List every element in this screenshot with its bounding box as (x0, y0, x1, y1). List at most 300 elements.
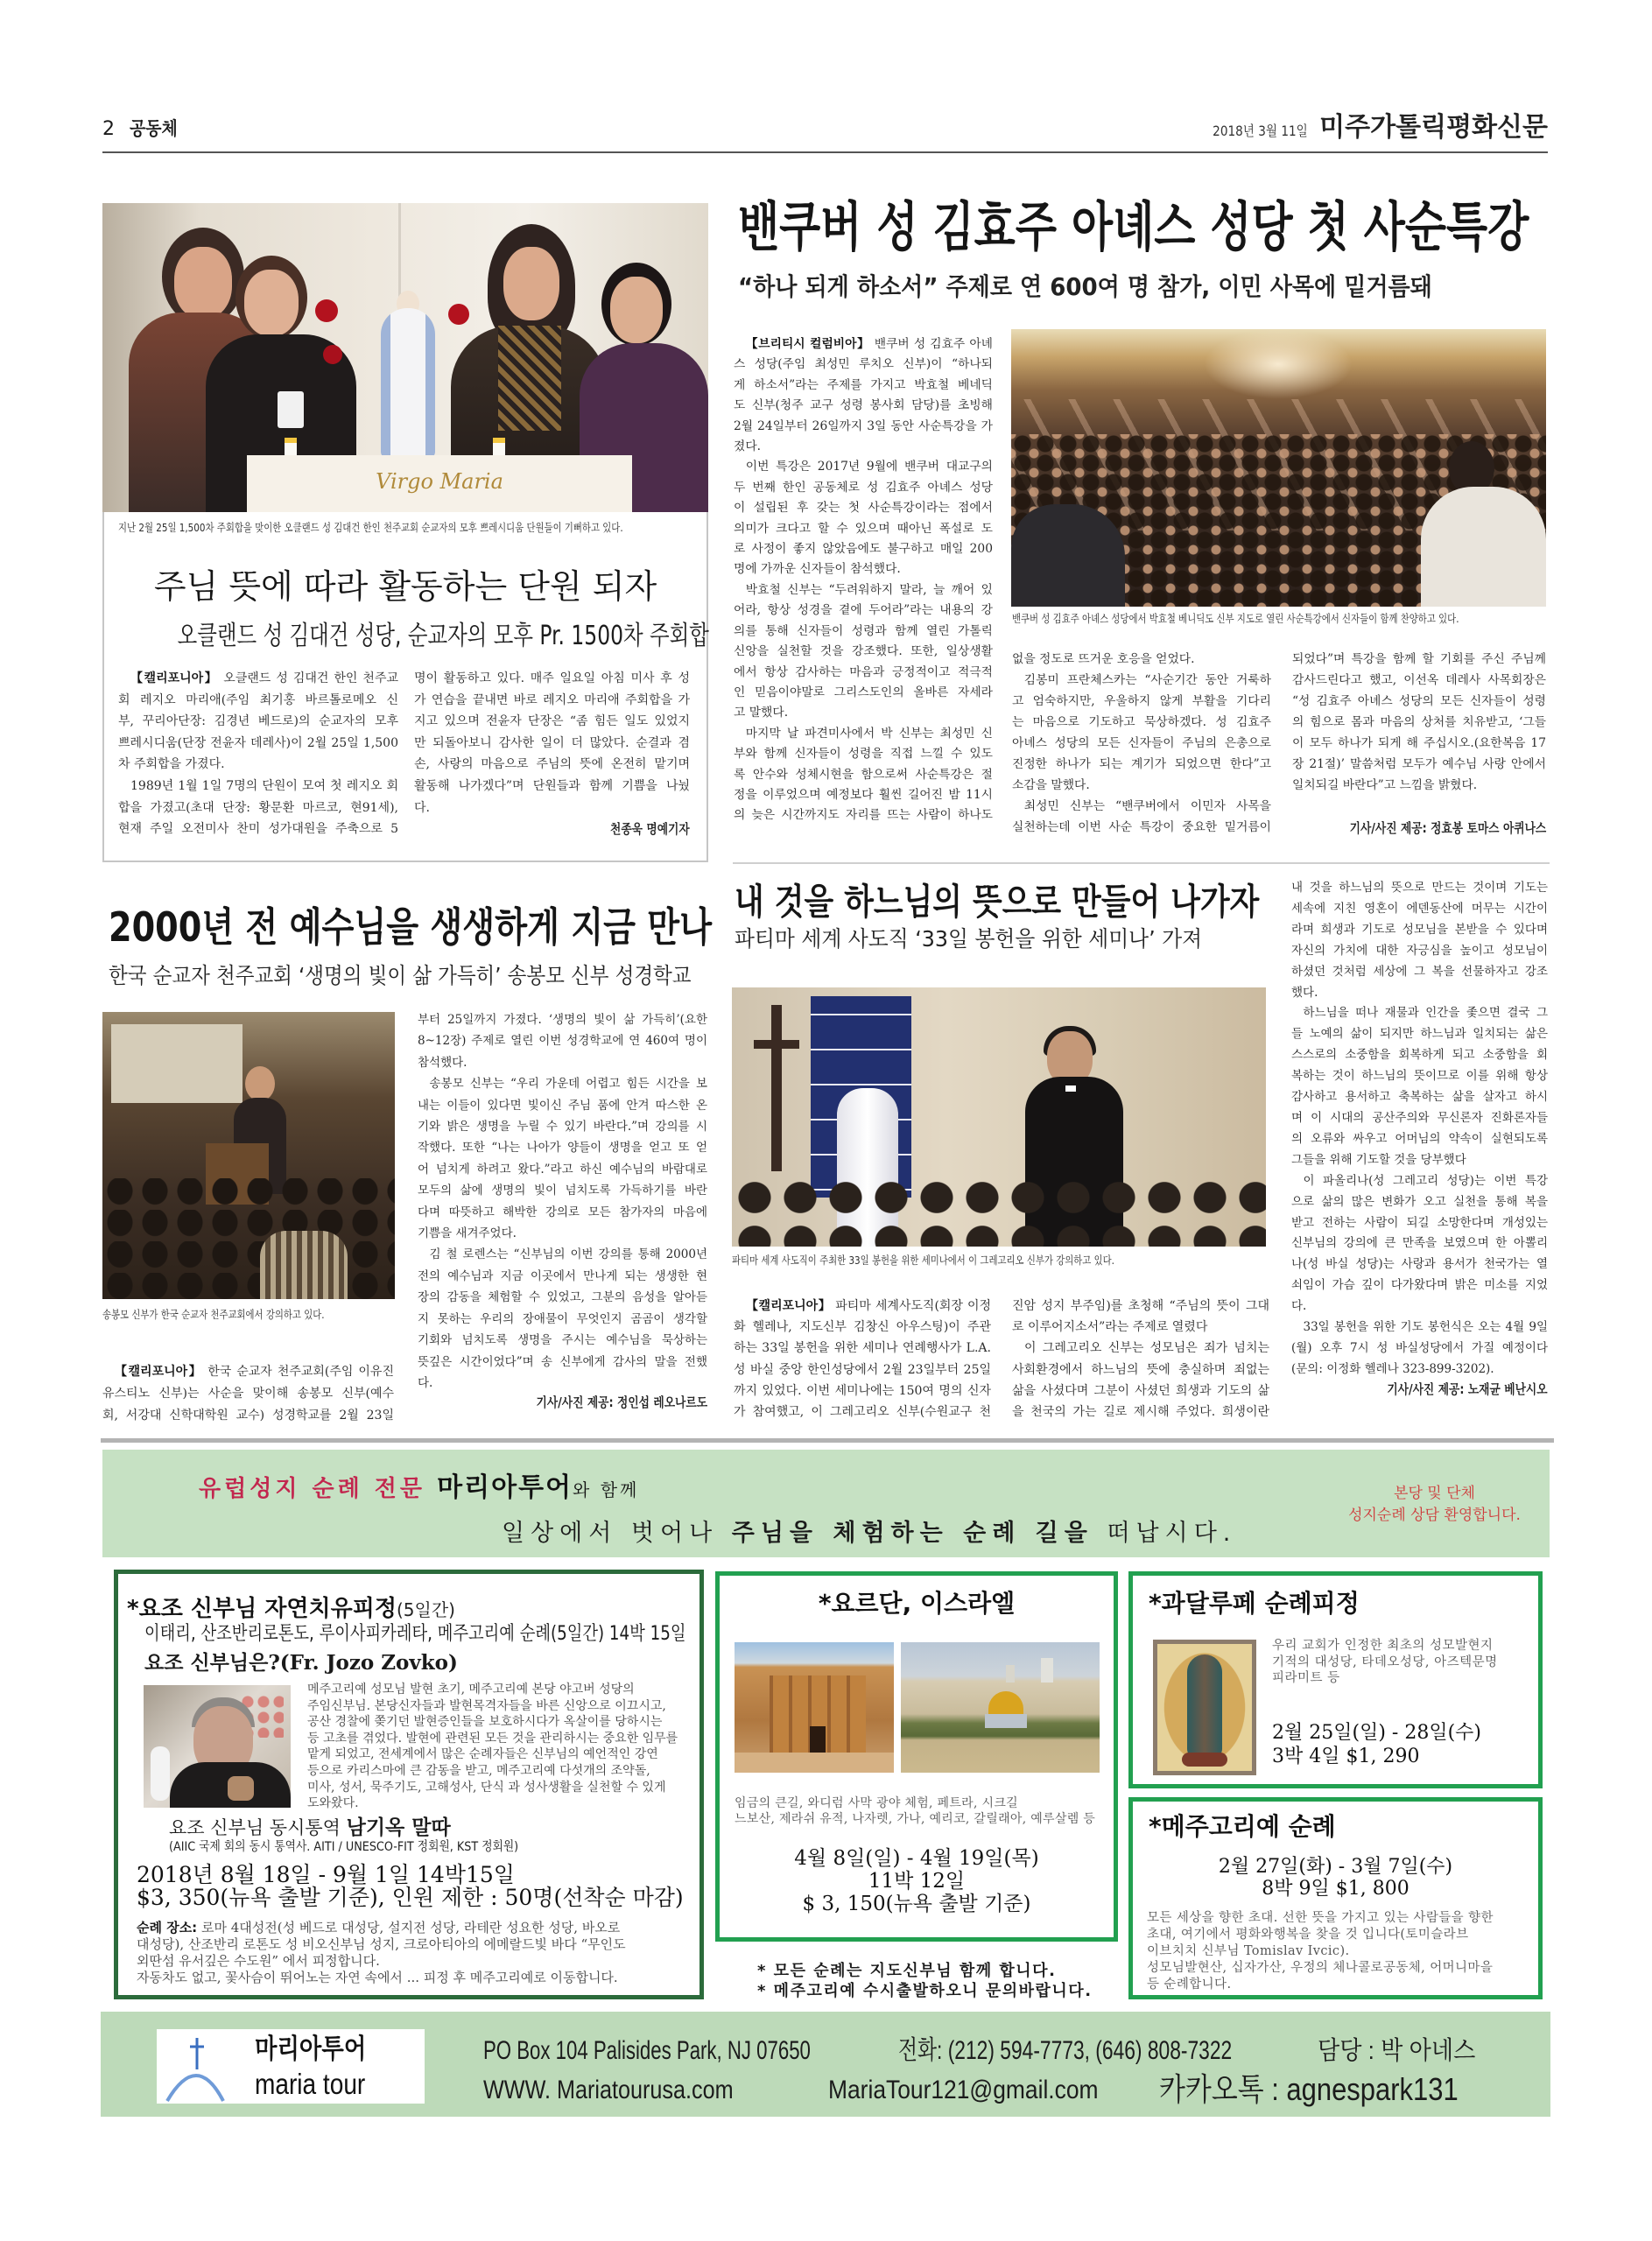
medjugorje-description (1147, 1910, 1494, 1993)
byline-text: 천종욱 명예기자 (610, 821, 690, 837)
jordan-title: *요르단, 이스라엘 (818, 1589, 1016, 1618)
text-line: 차 주회합을 가졌다. (118, 757, 225, 772)
text-line: 사회환경에서 하느님의 뜻에 충실하며 죄없는 (1012, 1362, 1269, 1377)
banner-side-line-2: 성지순례 상담 환영합니다. (1348, 1507, 1521, 1524)
text-line: “성 김효주 아녜스 성당의 모든 신자들이 성령 (1292, 694, 1546, 708)
byline (1292, 818, 1546, 839)
subheadline-container (102, 619, 708, 654)
text-line: 회 레지오 마리애(주임 최기홍 바르톨로메오 신 (118, 692, 398, 707)
photo-detail (102, 1178, 395, 1299)
text-line: 고 말했다. (734, 706, 789, 720)
text-line: 임금의 큰길, 와디럼 사막 광야 체험, 페트라, 시크길 (735, 1796, 1018, 1810)
guadalupe-dates: 2월 25일(일) - 28일(수) (1272, 1722, 1481, 1744)
text-line: 어 넘치게 하려고 왔다.”라고 하신 예수님의 바람대로 (418, 1162, 707, 1177)
article-column (734, 1296, 991, 1423)
article-column (1291, 878, 1548, 1380)
paragraph (734, 580, 993, 724)
paragraph (1291, 878, 1548, 1003)
text-line: 자동차도 없고, 꽃사슴이 뛰어노는 자연 속에서 ... 피정 후 메주고리예로 이동합니다. (137, 1970, 618, 1985)
guadalupe-duration-price: 3박 4일 $1, 290 (1272, 1746, 1420, 1767)
text-line: 주임신부님. 본당신자들과 발현목격자들을 바른 신앙으로 이끄시고, (307, 1698, 666, 1713)
article-column (418, 1009, 707, 1394)
photo-fatima-seminar (732, 987, 1266, 1247)
paragraph (734, 724, 993, 826)
jordan-dates: 4월 8일(일) - 4월 19일(목) (794, 1847, 1039, 1870)
text-line: 스 성당(주임 최성민 루치오 신부)이 “하나되 (734, 357, 993, 372)
ad-box-jozo-retreat (114, 1570, 704, 1999)
subheadline: “하나 되게 하소서” 주제로 연 600여 명 참가, 이민 사목에 밑거름돼 (738, 272, 1432, 301)
paragraph (118, 668, 398, 776)
text-line: 명이 활동하고 있다. 매주 일요일 아침 미사 후 성 (414, 671, 690, 685)
text-line: 아녜스 성당의 모든 신자들이 주님의 은총으로 (1012, 736, 1271, 750)
byline (1291, 1379, 1548, 1400)
text-line: 의 오류와 싸우고 어머님의 약속이 실현되도록 (1291, 1131, 1548, 1146)
text-line: 의 늦은 시간까지도 자리를 뜨는 사람이 하나도 (734, 808, 993, 823)
text-line: 실천하는데 이번 사순 특강이 중요한 밑거름이 (1012, 820, 1271, 834)
text-line: 부와 함께 신자들이 성령을 직접 느낄 수 있도 (734, 747, 993, 762)
text-line: 외딴섬 유서깊은 수도원” 에서 피정합니다. (137, 1953, 380, 1969)
text-line: 부, 꾸리아단장: 김경년 베드로)의 순교자의 모후 (118, 714, 398, 729)
text-line: 성모님발현산, 십자가산, 우정의 체나콜로공동체, 어머니마을 (1147, 1961, 1494, 1975)
phone: 전화: (212) 594-7773, (646) 808-7322 (898, 2036, 1233, 2065)
text-line: 미사, 성서, 묵주기도, 고해성사, 단식 과 성사생활을 실천할 수 있게 (307, 1780, 666, 1795)
byline-text: 기사/사진 제공: 정효봉 토마스 아퀴나스 (1349, 820, 1546, 836)
jordan-schedule (720, 1847, 1114, 1915)
interpreter-credentials: (AIIC 국제 회의 동시 통역사. AITI / UNESCO-FIT 정회원, KST 정회원) (169, 1840, 519, 1854)
jozo-title-suffix: (5일간) (396, 1599, 455, 1620)
text-line: 의 힘으로 몸과 마음의 상처를 치유받고, ‘그들 (1292, 715, 1546, 729)
text-line: 33일 봉헌을 위한 기도 봉헌식은 오는 4월 9일 (1303, 1320, 1548, 1335)
text-line: 진암 성지 부주임)를 초청해 “주님의 뜻이 그대 (1012, 1299, 1269, 1313)
text-line: 초대, 여기에서 평화와행복을 찾을 것 입니다(토미슬라브 (1147, 1928, 1469, 1942)
text-line: 지고 있으며 전윤자 단장은 “좀 힘든 일도 있었지 (414, 714, 690, 729)
ad-notes (757, 1961, 1093, 2001)
paragraph (1291, 1171, 1548, 1317)
text-line: (월) 오후 7시 성 바실성당에서 가질 예정이다 (1291, 1340, 1548, 1355)
text-line: 김 철 로렌스는 “신부님의 이번 강의를 통해 2000년 (429, 1247, 707, 1262)
ad-note: * 메주고리예 수시출발하오니 문의바랍니다. (757, 1982, 1093, 2000)
medjugorje-schedule (1133, 1856, 1538, 1900)
paragraph (414, 668, 690, 818)
text-line: 가 연습을 끝내면 바로 레지오 마리애 주회합을 가 (414, 692, 690, 707)
text-line: 작했다. 또한 “나는 나아가 양들이 생명을 얻고 또 얻 (418, 1141, 707, 1156)
text-line: 【캘리포니아】 오클랜드 성 김대건 한인 천주교 (130, 671, 399, 685)
text-line: 이 설립된 후 갖는 첫 사순특강이라는 점에서 (734, 501, 993, 516)
paragraph (1291, 1003, 1548, 1170)
text-line: 현재 주일 오전미사 찬미 성가대원을 주축으로 5 (118, 822, 398, 837)
text-line: 기적의 대성당, 타데오성당, 아즈텍문명 (1272, 1654, 1498, 1669)
medjugorje-title: *메주고리예 순례 (1149, 1812, 1336, 1841)
text-line: (문의: 이정화 헬레나 323-899-3202). (1291, 1361, 1494, 1376)
headline: 주님 뜻에 따라 활동하는 단원 되자 (153, 567, 657, 606)
text-line: 장의 감동을 체험할 수 있었고, 그분의 음성을 알아듣 (418, 1290, 707, 1305)
ad-footer (101, 2012, 1550, 2117)
text-line: 박효철 신부는 “두려워하지 말라, 늘 깨어 있 (745, 582, 993, 597)
text-line: 졌다. (734, 439, 762, 454)
paragraph (1292, 649, 1546, 796)
photo-detail (1204, 329, 1353, 399)
photo-detail (174, 247, 232, 319)
text-line: 마지막 날 파견미사에서 박 신부는 최성민 신 (745, 726, 993, 741)
text-line: 등 고초를 겪었다. 발현에 관련된 모든 것을 관리하시는 중요한 임무를 (307, 1731, 678, 1746)
article-column (1292, 649, 1546, 796)
text-line: 라며 희생과 기도로 성모님을 본받을 수 있다며 (1291, 922, 1548, 937)
banner-line-2-pre: 일상에서 벗어나 (502, 1520, 719, 1547)
article-column (1012, 1296, 1269, 1423)
photo-bible-school-lecture (102, 1012, 395, 1299)
byline (418, 1392, 707, 1413)
text-line: 의미가 크다고 할 수 있으며 때아닌 폭설로 도 (734, 521, 993, 536)
text-line: 피라미트 등 (1272, 1671, 1340, 1685)
paragraph (418, 1073, 707, 1244)
text-line: 다. (1291, 1299, 1307, 1314)
text-line: 쇠임이 가슴 깊이 다가왔다며 밝은 미소를 지었 (1291, 1278, 1548, 1293)
jozo-about-heading: 요조 신부님은?(Fr. Jozo Zovko) (144, 1651, 458, 1675)
photo-detail (111, 1024, 243, 1103)
text-line: 게 하소서”라는 주제를 가지고 박효철 베네딕 (734, 377, 993, 392)
text-line: 자신의 가치에 대한 자긍심을 높이고 성모님이 (1291, 943, 1548, 958)
text-line: 만 되돌아보니 감사한 일이 더 많았다. 순결과 겸 (414, 735, 690, 750)
text-line: 감사드린다고 했고, 이선옥 데레사 사목회장은 (1292, 673, 1546, 687)
headline: 밴쿠버 성 김효주 아녜스 성당 첫 사순특강 (738, 196, 1529, 258)
article-column (414, 668, 690, 818)
photo-detail (771, 1005, 782, 1171)
text-line: 참석했다. (418, 1055, 467, 1070)
text-line: 다며 따뜻하고 해박한 강의로 모든 참가자의 마음에 (418, 1205, 707, 1219)
text-line: 성 바실 중앙 한인성당에서 2월 23일부터 25일 (734, 1362, 991, 1377)
paragraph (102, 1361, 394, 1427)
photo-petra (735, 1642, 894, 1773)
article-column (118, 668, 398, 840)
text-line: 김봉미 프란체스카는 “사순기간 동안 거룩하 (1023, 673, 1271, 687)
text-line: 회, 서강대 신학대학원 교수) 성경학교를 2월 23일 (102, 1409, 394, 1423)
text-line: 세속에 지친 영혼이 에덴동산에 머무는 시간이 (1291, 901, 1548, 916)
text-line: 되었다”며 특강을 함께 할 기회를 주신 주님께 (1292, 652, 1546, 666)
text-line: 모두의 삶에 생명의 빛이 넘치도록 가득하기를 바란 (418, 1184, 707, 1198)
text-line: 며 이 시대의 공산주의와 무신론자 진화론자들 (1291, 1110, 1548, 1125)
photo-detail (381, 308, 435, 459)
text-line: 가 참여했고, 이 그레고리오 신부(수원교구 천 (734, 1405, 991, 1420)
jordan-places (735, 1795, 1095, 1827)
paragraph (1012, 1338, 1269, 1423)
photo-detail (448, 304, 469, 325)
paragraph (1012, 796, 1271, 838)
photo-detail (1182, 1753, 1227, 1767)
interpreter-row (169, 1816, 451, 1840)
places-text: 로마 4대성전(성 베드로 대성당, 설지전 성당, 라테란 성요한 성당, 바오로 (197, 1920, 621, 1935)
contact-person: 담당 : 박 아네스 (1318, 2037, 1476, 2065)
banner-brand: 마리아투어 (437, 1472, 573, 1503)
medjugorje-duration-price: 8박 9일 $1, 800 (1262, 1878, 1409, 1900)
byline-text: 기사/사진 제공: 노재균 베난시오 (1387, 1381, 1548, 1397)
dateline: 【캘리포니아】 (115, 1365, 203, 1379)
text-line: 하느님을 떠나 재물과 인간을 좇으면 결국 그 (1303, 1006, 1548, 1021)
byline (414, 818, 690, 839)
text-line: 로 이루어지소서”라는 주제로 열렸다 (1012, 1320, 1208, 1335)
text-line: 합을 가졌고(초대 단장: 황문환 마르코, 현91세), (118, 800, 398, 815)
paragraph (1012, 649, 1271, 670)
jordan-duration: 11박 12일 (868, 1870, 966, 1893)
paragraph (734, 1296, 991, 1423)
photo-detail (1006, 1665, 1015, 1683)
banner-tagline-red: 유럽성지 순례 전문 (199, 1476, 426, 1502)
byline-text: 기사/사진 제공: 정인섭 레오나르도 (536, 1394, 707, 1410)
text-line: 이 모두 하나가 되게 해 주십시오.(요한복음 17 (1292, 736, 1546, 750)
photo-our-lady-of-guadalupe (1153, 1640, 1256, 1775)
text-line: 이브치치 신부님 Tomislav Ivcic). (1147, 1944, 1350, 1958)
text-line: 받고 전하는 사람이 되길 소망한다며 개성있는 (1291, 1215, 1548, 1230)
page-section-label (102, 115, 183, 143)
places-label: 순례 장소: (137, 1920, 198, 1935)
article-column (734, 334, 993, 826)
photo-detail (498, 326, 561, 431)
headline-container (102, 563, 708, 610)
ad-note: * 모든 순례는 지도신부님 함께 합니다. (757, 1962, 1057, 1980)
text-line: 우리 교회가 인정한 최초의 성모발현지 (1272, 1639, 1494, 1653)
text-line: 삶을 사셨다며 그분이 사셨던 희생과 기도의 삶 (1012, 1383, 1269, 1398)
jozo-price: $3, 350(뉴욕 출발 기준), 인원 제한 : 50명(선착순 마감) (137, 1885, 684, 1910)
article-column (102, 1361, 394, 1427)
text-line: 모든 세상을 향한 초대. 선한 뜻을 가지고 있는 사람들을 향한 (1147, 1911, 1494, 1925)
text-line: 쁘레시디움(단장 전윤자 데레사)이 2월 25일 1,500 (118, 735, 398, 750)
text-line: 고 엄숙하지만, 우울하지 않게 부활을 기다리 (1012, 694, 1271, 708)
photo-caption: 지난 2월 25일 1,500차 주회합을 맞이한 오클랜드 성 김대건 한인 천주교회 순교자의 모후 쁘레시디움 단원들이 기뻐하고 있다. (118, 521, 623, 534)
text-line: 다. (418, 1375, 433, 1390)
photo-detail (503, 247, 559, 320)
photo-detail (245, 1066, 275, 1101)
photo-detail (610, 277, 663, 343)
dateline: 【캘리포니아】 (746, 1299, 832, 1313)
medjugorje-dates: 2월 27일(화) - 3월 7일(수) (1218, 1856, 1453, 1878)
text-line: 내는 이들이 있다면 빛이신 주님 품에 안겨 따스한 온 (418, 1098, 707, 1113)
subheadline: 한국 순교자 천주교회 ‘생명의 빛이 삶 가득히’ 송봉모 신부 성경학교 (109, 963, 692, 988)
text-line: 도와왔다. (307, 1796, 359, 1811)
banner-line-1 (199, 1472, 639, 1504)
text-line: 전의 예수님과 지금 이곳에서 만나게 되는 생생한 현 (418, 1268, 707, 1283)
text-line: 부터 25일까지 가졌다. ‘생명의 빛이 삶 가득히’(요한 (418, 1013, 707, 1027)
banner-line-2-post: 떠납시다. (1107, 1520, 1237, 1547)
text-line: 대성당), 산조반리 로톤도 성 비오신부님 성지, 크로아티아의 에메랄드빛 바다 “무인도 (137, 1936, 626, 1952)
cross-logo-icon (164, 2031, 225, 2103)
text-line: 까지 있었다. 이번 세미나에는 150여 명의 신자 (734, 1383, 991, 1398)
paragraph (418, 1009, 707, 1073)
paragraph (1012, 670, 1271, 796)
guadalupe-schedule (1272, 1721, 1481, 1768)
section-name: 공동체 (130, 118, 178, 139)
headline: 2000년 전 예수님을 생생하게 지금 만나 (109, 903, 713, 951)
photo-detail (278, 391, 304, 428)
guadalupe-description (1272, 1638, 1498, 1687)
text-line: 활동해 나가겠다”며 단원들과 함께 기쁨을 나눴 (414, 778, 690, 793)
text-line: 공산 경찰에 쫒기던 발현증인들을 보호하시다가 옥살이를 당하시는 (307, 1715, 663, 1730)
text-line: 이 파올리나(성 그레고리 성당)는 이번 특강 (1303, 1173, 1548, 1188)
text-line: 신앙을 실천할 것을 강조했다. 또한, 일상생활 (734, 644, 993, 659)
newspaper-name: 미주가톨릭평화신문 (1319, 112, 1548, 143)
text-line (137, 1920, 626, 1936)
photo-legio-members (102, 203, 708, 512)
text-line: 의를 통해 신자들이 성령과 함께 열린 가톨릭 (734, 623, 993, 638)
logo-english: maria tour (255, 2068, 366, 2100)
text-line: 장 21절)’ 말씀처럼 모두가 예수님 사랑 안에서 (1292, 757, 1546, 771)
text-line: 맡게 되었고, 전세계에서 많은 순례자들은 신부님의 예언적인 강연 (307, 1747, 658, 1762)
text-line: 1989년 1월 1일 7명의 단원이 모여 첫 레지오 회 (130, 778, 398, 793)
text-line: 에서 항상 감사하는 마음과 긍정적이고 적극적 (734, 664, 993, 679)
text-line: 【브리티시 컬럼비아】 밴쿠버 성 김효주 아녜 (745, 337, 993, 351)
pilgrimage-places (137, 1920, 626, 1986)
text-line: 을 천국의 가는 길로 제시해 주었다. 희생이란 (1012, 1405, 1269, 1420)
logo-korean: 마리아투어 (255, 2034, 367, 2065)
guadalupe-title: *과달루페 순례피정 (1149, 1589, 1360, 1618)
photo-detail (1011, 504, 1125, 607)
photo-detail (151, 1746, 170, 1801)
text-line: 이 그레고리오 신부는 성모님은 죄가 넘치는 (1024, 1341, 1269, 1356)
header-divider (102, 151, 1548, 153)
photo-detail (988, 1691, 1023, 1716)
photo-detail (260, 1231, 348, 1299)
kakao-id: 카카오톡 : agnespark131 (1159, 2071, 1459, 2107)
text-line: 명에 가까운 신자들이 참석했다. (734, 562, 901, 577)
dateline: 【캘리포니아】 (130, 671, 219, 685)
photo-detail (735, 1753, 894, 1773)
altar-cloth (247, 455, 632, 512)
subheadline: 파티마 세계 사도직 ‘33일 봉헌을 위한 세미나’ 가져 (735, 926, 1203, 952)
banner-side-note (1319, 1483, 1550, 1527)
interpreter-name: 남기옥 말따 (346, 1816, 451, 1839)
text-line: 다. (414, 800, 430, 815)
photo-detail (754, 1040, 799, 1049)
jozo-title: *요조 신부님 자연치유피정 (127, 1596, 397, 1622)
article-column (1012, 649, 1271, 838)
photo-caption: 밴쿠버 성 김효주 아녜스 성당에서 박효철 베니딕도 신부 지도로 열린 사순특강에서 신자들이 함께 찬양하고 있다. (1012, 612, 1459, 625)
photo-detail (244, 270, 299, 336)
text-line: 정을 이루었으며 예정보다 훨씬 길어진 밤 11시 (734, 787, 993, 802)
paragraph (118, 776, 398, 840)
text-line: 는 마음으로 기도하고 묵상하겠다. 성 김효주 (1012, 715, 1271, 729)
email: MariaTour121@gmail.com (828, 2076, 1099, 2104)
text-line: 어라, 항상 성경을 곁에 두어라”라는 내용의 강 (734, 603, 993, 618)
text-line: 송봉모 신부는 “우리 가운데 어렵고 힘든 시간을 보 (429, 1077, 707, 1092)
photo-caption: 송봉모 신부가 한국 순교자 천주교회에서 강의하고 있다. (102, 1308, 325, 1321)
text-line: 들 노예의 삶이 되지만 하느님과 일치되는 삶은 (1291, 1027, 1548, 1042)
text-line: 8~12장) 주제로 열린 이번 성경학교에 연 460여 명이 (418, 1034, 707, 1049)
text-line: 복하는 것이 하느님의 뜻이므로 이를 위해 항상 (1291, 1069, 1548, 1084)
text-line: 【캘리포니아】 한국 순교자 천주교회(주임 이유진 (115, 1365, 394, 1379)
text-line: 스스로의 소중함을 회복하게 되고 소중함을 회 (1291, 1048, 1548, 1063)
photo-detail (1421, 487, 1546, 607)
dateline: 【브리티시 컬럼비아】 (745, 337, 870, 351)
text-line: 했다. (1291, 985, 1318, 1000)
text-line: 없을 정도로 뜨거운 호응을 얻었다. (1012, 652, 1195, 666)
paragraph (734, 334, 993, 457)
jozo-description (307, 1682, 678, 1812)
text-line: 두 번째 한인 공동체로 성 김효주 아녜스 성당 (734, 480, 993, 495)
text-line: 메주고리예 성모님 발현 초기, 메주고리예 본당 야고버 성당의 (307, 1683, 635, 1697)
text-line: 등 순례합니다. (1147, 1978, 1232, 1992)
text-line: 으로 삶의 많은 변화가 오고 실천을 통해 복을 (1291, 1194, 1548, 1209)
ad-banner (102, 1450, 1550, 1557)
ad-top-rule (101, 1438, 1554, 1443)
photo-detail (315, 299, 338, 322)
jozo-route: 이태리, 산조반리로톤도, 루이사피카레타, 메주고리예 순례(5일간) 14박 15일 (144, 1623, 686, 1645)
maria-tour-logo (157, 2029, 425, 2104)
paragraph (734, 457, 993, 580)
text-line: 인 믿음이야말로 그리스도인의 올바른 자세라 (734, 685, 993, 699)
text-line: 최성민 신부는 “밴쿠버에서 이민자 사목을 (1023, 799, 1271, 813)
headline: 내 것을 하느님의 뜻으로 만들어 나가자 (735, 881, 1260, 923)
photo-jerusalem (901, 1642, 1100, 1773)
banner-brand-suffix: 와 함께 (573, 1479, 640, 1500)
photo-detail (985, 1714, 1027, 1728)
jozo-dates: 2018년 8월 18일 - 9월 1일 14박15일 (137, 1862, 515, 1887)
banner-side-line-1: 본당 및 단체 (1394, 1485, 1475, 1502)
ad-box-medjugorje (1128, 1797, 1543, 1999)
address: PO Box 104 Palisides Park, NJ 07650 (483, 2036, 811, 2065)
text-line: 내 것을 하느님의 뜻으로 만드는 것이며 기도는 (1291, 881, 1548, 895)
masthead (1196, 111, 1548, 144)
photo-fr-jozo-zovko (144, 1685, 291, 1808)
altar-cloth-text: Virgo Maria (376, 469, 503, 494)
text-line: 유스티노 신부)는 사순을 맞이해 송봉모 신부(예수 (102, 1387, 394, 1401)
text-line: 로 사정이 좋지 않았음에도 불구하고 매일 200 (734, 542, 993, 557)
paragraph (418, 1244, 707, 1394)
photo-detail (1187, 1654, 1222, 1758)
photo-caption: 파티마 세계 사도직이 주최한 33일 봉헌을 위한 세미나에서 이 그레고리오 신부가 강의하고 있다. (732, 1254, 1114, 1267)
text-line: 뜻깊은 시간이었다”며 송 신부에게 감사의 말을 전했 (418, 1354, 707, 1369)
text-line: 신부님의 강의에 큰 만족을 보였으며 한 아뽈리 (1291, 1236, 1548, 1251)
text-line: 이번 특강은 2017년 9월에 밴쿠버 대교구의 (745, 460, 993, 474)
website: WWW. Mariatourusa.com (483, 2076, 734, 2104)
ad-box-jordan-israel (715, 1571, 1118, 1942)
ad-box-guadalupe (1128, 1571, 1543, 1788)
interpreter-prefix: 요조 신부님 동시통역 (169, 1817, 341, 1838)
text-line: 일치되길 바란다”고 느낌을 밝혔다. (1292, 778, 1478, 792)
paragraph (1291, 1317, 1548, 1380)
text-line: 등으로 카리스마에 큰 감동을 받고, 메주고리예 다섯개의 조약돌, (307, 1763, 650, 1778)
text-line: 하는 33일 봉헌을 위한 세미나 연례행사가 L.A. (734, 1341, 991, 1356)
text-line: 그들을 위해 기도할 것을 당부했다 (1291, 1152, 1466, 1167)
text-line: 도 신부(청주 교구 성령 봉사회 담당)를 초빙해 (734, 398, 993, 413)
text-line: 소감을 말했다. (1012, 778, 1090, 792)
section-divider (733, 862, 1550, 864)
paragraph (1012, 1296, 1269, 1338)
text-line: 기쁨을 새겨주었다. (418, 1226, 517, 1241)
photo-detail (732, 1176, 1266, 1247)
text-line: 기와 밝은 생명을 누릴 수 있기 바란다.”며 강의를 시 (418, 1120, 707, 1135)
photo-detail (323, 345, 342, 364)
text-line: 【캘리포니아】 파티마 세계사도직(회장 이정 (746, 1299, 991, 1313)
text-line: 록 안수와 성체시현을 함으로써 사순특강은 절 (734, 767, 993, 782)
issue-date: 2018년 3월 11일 (1213, 123, 1309, 139)
text-line: 지 못하는 우리의 장애물이 무엇인지 곰곰이 생각할 (418, 1311, 707, 1326)
photo-detail (1041, 1658, 1053, 1683)
subheadline: 오클랜드 성 김대건 성당, 순교자의 모후 Pr. 1500차 주회합 (177, 621, 709, 651)
text-line: 나(성 바실 성당)는 사랑과 용서가 천국가는 열 (1291, 1257, 1548, 1272)
photo-detail (1065, 1085, 1076, 1092)
text-line: 기회와 넘치도록 생명을 주시는 예수님을 묵상하는 (418, 1333, 707, 1348)
text-line: 감사하고 용서하고 축복하는 삶을 살자고 하시 (1291, 1090, 1548, 1105)
photo-detail (810, 1726, 826, 1754)
jozo-title-row (127, 1594, 455, 1626)
page-number: 2 (102, 118, 115, 140)
banner-line-2 (502, 1518, 1236, 1549)
text-line: 2월 24일부터 26일까지 3일 동안 사순특강을 가 (734, 418, 993, 433)
text-line: 손, 사랑의 마음으로 주님의 뜻에 온전히 맡기며 (414, 757, 690, 772)
text-line: 진정한 하나가 되는 계기가 되었으면 한다”고 (1012, 757, 1271, 771)
photo-lent-lecture-congregation (1011, 329, 1546, 607)
text-line: 느보산, 제라쉬 유적, 나자렛, 가나, 예리코, 갈릴래아, 예루살렘 등 (735, 1812, 1096, 1826)
banner-line-2-bold: 주님을 체험하는 순례 길을 (731, 1520, 1093, 1547)
text-line: 하셨던 것처럼 세상에 그 복을 선물하자고 강조 (1291, 964, 1548, 979)
